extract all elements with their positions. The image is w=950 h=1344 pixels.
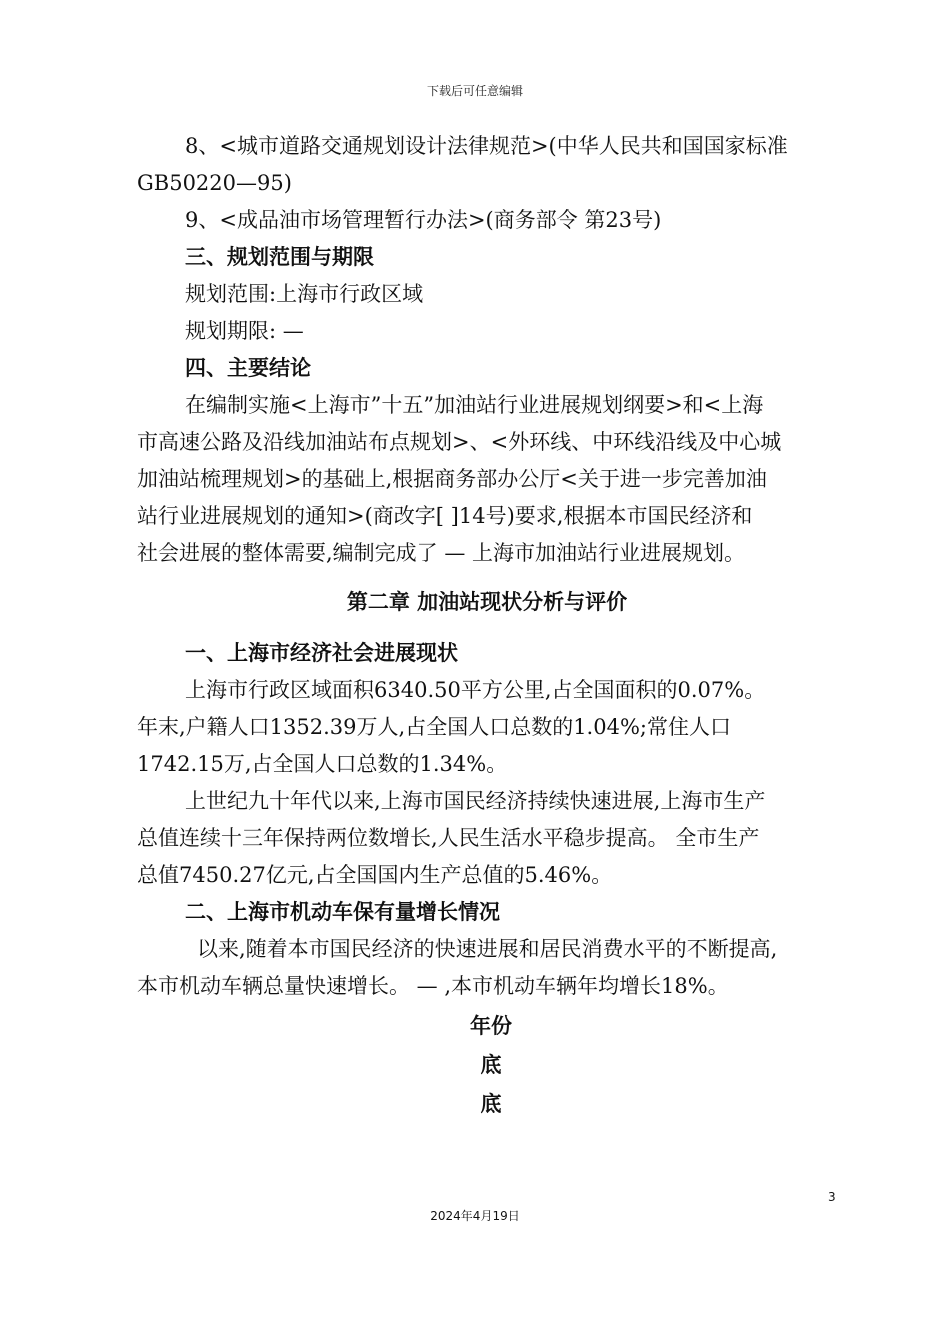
chapter-title: 第二章 加油站现状分析与评价 bbox=[346, 590, 628, 614]
page-header: 下载后可任意编辑 bbox=[426, 84, 523, 98]
section-heading-vehicles: 二、上海市机动车保有量增长情况 bbox=[185, 900, 500, 924]
paragraph-line: 年末,户籍人口1352.39万人,占全国人口总数的1.04%;常住人口 bbox=[137, 715, 731, 739]
table-header-year: 年份 bbox=[470, 1014, 512, 1038]
vehicle-growth-paragraph bbox=[137, 931, 837, 1005]
conclusion-paragraph bbox=[137, 387, 837, 572]
table-cell: 底 bbox=[480, 1053, 502, 1077]
reference-item-8: 8、<城市道路交通规划设计法律规范>(中华人民共和国国家标准 bbox=[185, 134, 788, 158]
paragraph-line: 本市机动车辆总量快速增长。 — ,本市机动车辆年均增长18%。 bbox=[137, 974, 729, 998]
paragraph-line: 总值连续十三年保持两位数增长,人民生活水平稳步提高。 全市生产 bbox=[137, 826, 760, 850]
table-cell: 底 bbox=[480, 1092, 502, 1116]
section-heading-economy: 一、上海市经济社会进展现状 bbox=[185, 641, 458, 665]
reference-item-9: 9、<成品油市场管理暂行办法>(商务部令 第23号) bbox=[185, 208, 662, 232]
document-body bbox=[137, 128, 837, 1124]
table-fragment bbox=[137, 1007, 837, 1124]
paragraph-line: 加油站梳理规划>的基础上,根据商务部办公厅<关于进一步完善加油 bbox=[137, 467, 767, 491]
paragraph-line: 1742.15万,占全国人口总数的1.34%。 bbox=[137, 752, 508, 776]
paragraph-line: 以来,随着本市国民经济的快速进展和居民消费水平的不断提高, bbox=[197, 937, 778, 961]
page-number: 3 bbox=[828, 1190, 836, 1204]
paragraph-line: 总值7450.27亿元,占全国国内生产总值的5.46%。 bbox=[137, 863, 613, 887]
paragraph-line: 在编制实施<上海市”十五”加油站行业进展规划纲要>和<上海 bbox=[185, 393, 764, 417]
section-heading-scope: 三、规划范围与期限 bbox=[185, 245, 374, 269]
paragraph-line: 市高速公路及沿线加油站布点规划>、<外环线、中环线沿线及中心城 bbox=[137, 430, 782, 454]
area-population-paragraph bbox=[137, 672, 837, 783]
paragraph-line: 社会进展的整体需要,编制完成了 — 上海市加油站行业进展规划。 bbox=[137, 541, 746, 565]
footer-date: 2024年4月19日 bbox=[430, 1209, 520, 1223]
reference-item-8-cont: GB50220—95) bbox=[137, 171, 292, 195]
section-heading-conclusion: 四、主要结论 bbox=[185, 356, 311, 380]
paragraph-line: 上世纪九十年代以来,上海市国民经济持续快速进展,上海市生产 bbox=[185, 789, 766, 813]
paragraph-line: 站行业进展规划的通知>(商改字[ ]14号)要求,根据本市国民经济和 bbox=[137, 504, 753, 528]
planning-scope: 规划范围:上海市行政区域 bbox=[185, 282, 424, 306]
gdp-paragraph bbox=[137, 783, 837, 894]
planning-period: 规划期限: — bbox=[185, 319, 304, 343]
paragraph-line: 上海市行政区域面积6340.50平方公里,占全国面积的0.07%。 bbox=[185, 678, 766, 702]
